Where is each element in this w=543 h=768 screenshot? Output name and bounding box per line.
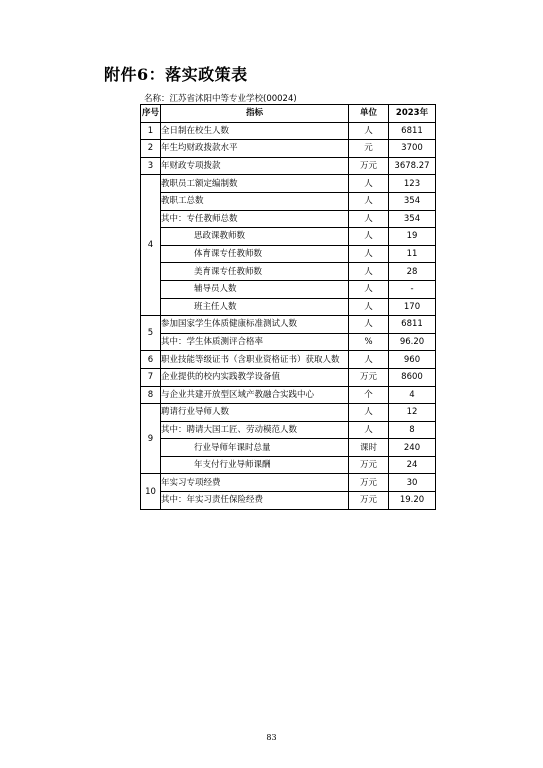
header-indicator: 指标	[161, 105, 349, 123]
indicator-cell: 全日制在校生人数	[161, 122, 349, 140]
table-row	[141, 140, 436, 158]
value-cell: 12	[389, 404, 436, 422]
indicator-cell: 企业提供的校内实践教学设备值	[161, 368, 349, 386]
table-row	[141, 175, 436, 193]
unit-cell: 人	[349, 351, 389, 369]
value-cell: 240	[389, 439, 436, 457]
value-cell: 6811	[389, 316, 436, 334]
indicator-cell: 行业导师年课时总量	[161, 439, 349, 457]
table-row	[141, 298, 436, 316]
policy-table	[140, 104, 436, 510]
table-row	[141, 351, 436, 369]
table-row	[141, 210, 436, 228]
indicator-cell: 辅导员人数	[161, 280, 349, 298]
table-header-row	[141, 105, 436, 123]
table-row	[141, 263, 436, 281]
header-value: 2023年	[389, 105, 436, 123]
unit-cell: 人	[349, 280, 389, 298]
table-row	[141, 333, 436, 351]
indicator-cell: 体育课专任教师数	[161, 245, 349, 263]
unit-cell: 人	[349, 122, 389, 140]
header-unit: 单位	[349, 105, 389, 123]
row-number: 8	[141, 386, 161, 404]
value-cell: 6811	[389, 122, 436, 140]
value-cell: 19	[389, 228, 436, 246]
indicator-cell: 其中：聘请大国工匠、劳动模范人数	[161, 421, 349, 439]
table-row	[141, 404, 436, 422]
table-row	[141, 157, 436, 175]
row-number: 4	[141, 175, 161, 316]
unit-cell: %	[349, 333, 389, 351]
page-title: 附件6：落实政策表	[104, 65, 248, 84]
indicator-cell: 聘请行业导师人数	[161, 404, 349, 422]
indicator-cell: 职业技能等级证书（含职业资格证书）获取人数	[161, 351, 349, 369]
unit-cell: 人	[349, 298, 389, 316]
unit-cell: 课时	[349, 439, 389, 457]
indicator-cell: 参加国家学生体质健康标准测试人数	[161, 316, 349, 334]
unit-cell: 元	[349, 140, 389, 158]
row-number: 1	[141, 122, 161, 140]
unit-cell: 万元	[349, 157, 389, 175]
row-number: 6	[141, 351, 161, 369]
table-row	[141, 368, 436, 386]
value-cell: 354	[389, 192, 436, 210]
row-number: 5	[141, 316, 161, 351]
unit-cell: 人	[349, 210, 389, 228]
school-name: 名称：江苏省沭阳中等专业学校(00024)	[144, 94, 297, 104]
table-body	[141, 122, 436, 509]
table-row	[141, 228, 436, 246]
indicator-cell: 年财政专项拨款	[161, 157, 349, 175]
row-number: 7	[141, 368, 161, 386]
table-row	[141, 456, 436, 474]
unit-cell: 人	[349, 192, 389, 210]
unit-cell: 人	[349, 228, 389, 246]
table-row	[141, 192, 436, 210]
unit-cell: 人	[349, 316, 389, 334]
indicator-cell: 年实习专项经费	[161, 474, 349, 492]
row-number: 2	[141, 140, 161, 158]
unit-cell: 人	[349, 263, 389, 281]
unit-cell: 人	[349, 404, 389, 422]
unit-cell: 万元	[349, 474, 389, 492]
table-row	[141, 439, 436, 457]
indicator-cell: 其中：学生体质测评合格率	[161, 333, 349, 351]
indicator-cell: 美育课专任教师数	[161, 263, 349, 281]
indicator-cell: 年生均财政拨款水平	[161, 140, 349, 158]
unit-cell: 人	[349, 245, 389, 263]
value-cell: 11	[389, 245, 436, 263]
value-cell: 354	[389, 210, 436, 228]
unit-cell: 万元	[349, 492, 389, 510]
unit-cell: 万元	[349, 368, 389, 386]
unit-cell: 个	[349, 386, 389, 404]
unit-cell: 万元	[349, 456, 389, 474]
indicator-cell: 年支付行业导师课酬	[161, 456, 349, 474]
indicator-cell: 班主任人数	[161, 298, 349, 316]
indicator-cell: 教职员工额定编制数	[161, 175, 349, 193]
table-row	[141, 421, 436, 439]
table-row	[141, 316, 436, 334]
unit-cell: 人	[349, 175, 389, 193]
value-cell: 4	[389, 386, 436, 404]
indicator-cell: 思政课教师数	[161, 228, 349, 246]
unit-cell: 人	[349, 421, 389, 439]
value-cell: 8	[389, 421, 436, 439]
value-cell: -	[389, 280, 436, 298]
row-number: 9	[141, 404, 161, 474]
value-cell: 24	[389, 456, 436, 474]
table-row	[141, 474, 436, 492]
value-cell: 170	[389, 298, 436, 316]
value-cell: 123	[389, 175, 436, 193]
value-cell: 30	[389, 474, 436, 492]
table-row	[141, 122, 436, 140]
indicator-cell: 教职工总数	[161, 192, 349, 210]
value-cell: 8600	[389, 368, 436, 386]
row-number: 10	[141, 474, 161, 509]
table-row	[141, 386, 436, 404]
table-row	[141, 245, 436, 263]
indicator-cell: 其中：年实习责任保险经费	[161, 492, 349, 510]
value-cell: 19.20	[389, 492, 436, 510]
value-cell: 3700	[389, 140, 436, 158]
indicator-cell: 与企业共建开放型区域产教融合实践中心	[161, 386, 349, 404]
row-number: 3	[141, 157, 161, 175]
value-cell: 960	[389, 351, 436, 369]
header-no: 序号	[141, 105, 161, 123]
value-cell: 3678.27	[389, 157, 436, 175]
value-cell: 96.20	[389, 333, 436, 351]
value-cell: 28	[389, 263, 436, 281]
page-number: 83	[266, 733, 277, 742]
indicator-cell: 其中：专任教师总数	[161, 210, 349, 228]
table-row	[141, 280, 436, 298]
table-row	[141, 492, 436, 510]
